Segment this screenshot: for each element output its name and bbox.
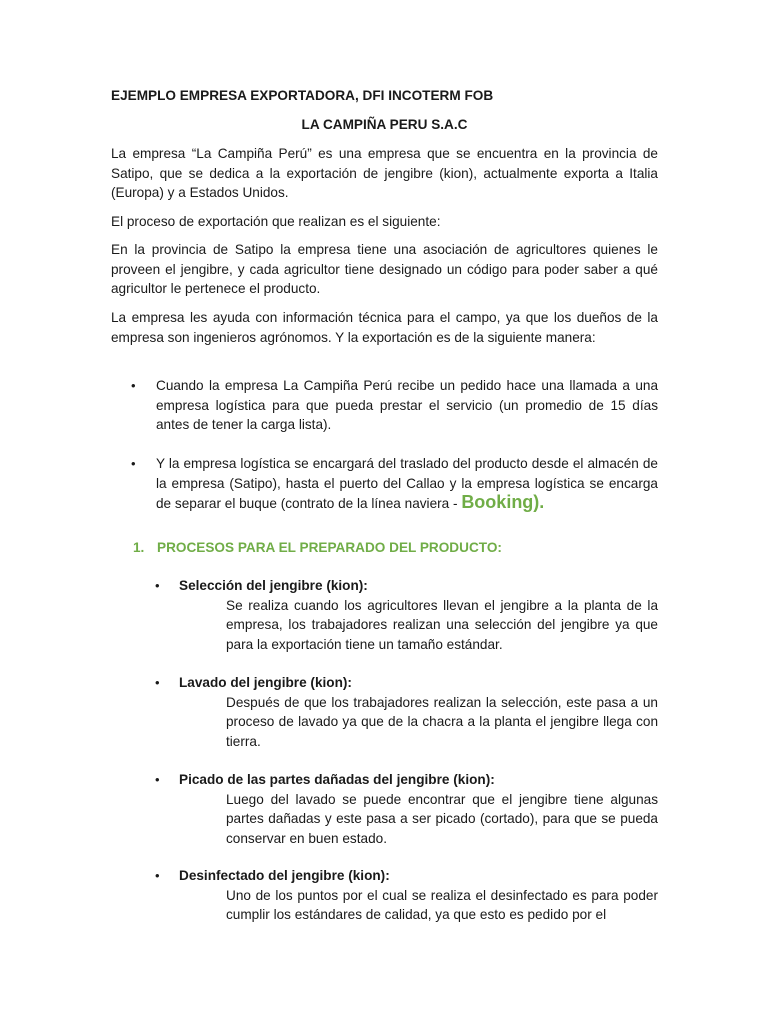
company-name: LA CAMPIÑA PERU S.A.C [301,117,468,132]
paragraph-intro: La empresa “La Campiña Perú” es una empresa que se encuentra en la provincia de Satipo, que se dedica a la exportación de jengibre (kion), actualmente exporta a Italia (Europa) y a Estados Unidos. [111,146,658,200]
section-title: PROCESOS PARA EL PREPARADO DEL PRODUCTO: [157,540,502,555]
step-description: Luego del lavado se puede encontrar que el jengibre tiene algunas partes dañadas y este pasa a ser picado (cortado), para que se pueda conservar en buen estado. [226,791,658,846]
step-title: Selección del jengibre (kion): [179,578,368,593]
document-title: EJEMPLO EMPRESA EXPORTADORA, DFI INCOTERM FOB [111,88,494,103]
paragraph-process-lead: El proceso de exportación que realizan es el siguiente: [111,214,441,229]
bullet-text [156,454,658,514]
bullet-icon: • [155,675,160,690]
section-number: 1. [133,540,145,555]
bullet-icon: • [131,378,136,393]
step-title: Lavado del jengibre (kion): [179,675,352,690]
step-description: Después de que los trabajadores realizan la selección, este pasa a un proceso de lavado ya que de la chacra a la planta el jengibre llega con tierra. [226,694,658,749]
step-title: Picado de las partes dañadas del jengibre (kion): [179,772,495,787]
step-description: Se realiza cuando los agricultores llevan el jengibre a la planta de la empresa, los trabajadores realizan una selección del jengibre ya que para la exportación tiene un tamaño estándar. [226,597,658,652]
bullet-icon: • [131,456,136,471]
bullet-icon: • [155,578,160,593]
bullet-icon: • [155,772,160,787]
booking-highlight: Booking). [461,492,545,512]
bullet-text: Cuando la empresa La Campiña Perú recibe un pedido hace una llamada a una empresa logística para que pueda prestar el servicio (un promedio de 15 días antes de tener la carga lista). [156,378,658,432]
paragraph-farmers: En la provincia de Satipo la empresa tiene una asociación de agricultores quienes le proveen el jengibre, y cada agricultor tiene designado un código para poder saber a qué agricultor le pertenece el producto. [111,242,658,296]
bullet-text-main: Y la empresa logística se encargará del traslado del producto desde el almacén de la empresa (Satipo), hasta el puerto del Callao y la empresa logística se encarga de separar el buque (contrato de la línea naviera - [156,456,658,511]
step-title: Desinfectado del jengibre (kion): [179,868,390,883]
step-description: Uno de los puntos por el cual se realiza el desinfectado es para poder cumplir los estándares de calidad, ya que esto es pedido por el [226,887,658,922]
paragraph-technical-help: La empresa les ayuda con información técnica para el campo, ya que los dueños de la empresa son ingenieros agrónomos. Y la exportación es de la siguiente manera: [111,310,658,345]
bullet-icon: • [155,868,160,883]
